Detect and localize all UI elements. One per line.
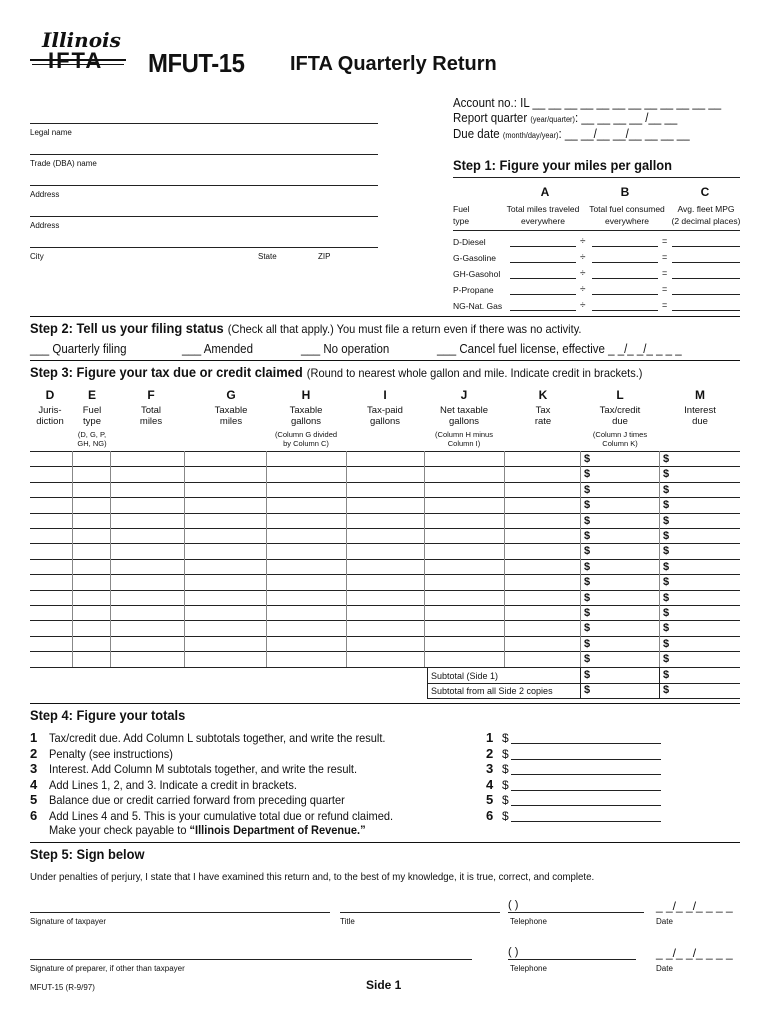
step1-col-c-header bbox=[668, 203, 744, 227]
fuel-row-gallons-input[interactable] bbox=[592, 246, 658, 247]
fuel-row-gallons-input[interactable] bbox=[592, 278, 658, 279]
step1-rule bbox=[453, 177, 740, 178]
logo-illinois-text: Illinois bbox=[42, 28, 121, 52]
step4-answer-input[interactable] bbox=[511, 759, 661, 760]
equals-symbol: = bbox=[662, 268, 668, 278]
step4-answer-input[interactable] bbox=[511, 821, 661, 822]
form-revision: MFUT-15 (R-9/97) bbox=[30, 983, 95, 992]
perjury-statement: Under penalties of perjury, I state that I have examined this return and, to the best of my knowledge, it is true, correct, and complete. bbox=[30, 871, 595, 883]
col-l-dollar[interactable]: $ bbox=[584, 653, 591, 666]
fuel-row-gallons-input[interactable] bbox=[592, 262, 658, 263]
step1-col-b-header bbox=[585, 203, 669, 227]
step1-col-b-letter: B bbox=[620, 185, 630, 199]
subtotal-side1-m-dollar[interactable]: $ bbox=[663, 669, 670, 681]
col-m-dollar[interactable]: $ bbox=[663, 483, 670, 496]
col-i-label-2: gallons bbox=[369, 416, 401, 427]
account-number-field[interactable]: __ __ __ __ __ __ __ __ __ __ __ __ bbox=[532, 96, 722, 110]
address1-input[interactable] bbox=[30, 185, 378, 186]
page-side: Side 1 bbox=[366, 978, 402, 992]
subtotal-col-l-divider bbox=[580, 668, 581, 698]
col-f-letter: F bbox=[147, 388, 155, 402]
step4-line-text: Penalty (see instructions) bbox=[49, 746, 173, 761]
col-j-note-1: (Column H minus bbox=[435, 430, 493, 439]
form-title: IFTA Quarterly Return bbox=[290, 53, 497, 75]
step4-line-number: 3 bbox=[30, 761, 38, 776]
col-h-letter: H bbox=[301, 388, 311, 402]
col-l-label-1: Tax/credit bbox=[599, 405, 641, 416]
payable-prefix: Make your check payable to bbox=[49, 823, 190, 837]
table-row[interactable] bbox=[30, 651, 740, 667]
table-row[interactable] bbox=[30, 497, 740, 513]
divide-symbol: ÷ bbox=[580, 268, 586, 279]
col-l-dollar[interactable]: $ bbox=[584, 622, 591, 635]
preparer-signature-line[interactable] bbox=[30, 959, 472, 960]
col-d-label-2: diction bbox=[36, 416, 64, 427]
fuel-row-gallons-input[interactable] bbox=[592, 310, 658, 311]
column-divider bbox=[72, 451, 73, 667]
col-l-dollar[interactable]: $ bbox=[584, 468, 591, 481]
col-l-note-1: (Column J times bbox=[592, 430, 648, 439]
preparer-date-label: Date bbox=[656, 964, 673, 973]
column-divider bbox=[110, 451, 111, 667]
taxpayer-date-label: Date bbox=[656, 917, 673, 926]
step4-answer-dollar: $ bbox=[502, 762, 509, 776]
step3-heading bbox=[30, 364, 642, 382]
col-h-note-2: by Column C) bbox=[283, 439, 329, 448]
table-row[interactable] bbox=[30, 482, 740, 498]
col-m-dollar[interactable]: $ bbox=[663, 607, 670, 619]
col-l-dollar[interactable]: $ bbox=[584, 530, 591, 542]
divide-symbol: ÷ bbox=[580, 284, 586, 295]
subtotal-side2-l-dollar[interactable]: $ bbox=[584, 684, 591, 696]
col-e-note-1: (D, G, P, bbox=[77, 430, 107, 439]
step4-line-text: Add Lines 4 and 5. This is your cumulative total due or refund claimed. bbox=[49, 808, 394, 823]
subtotal-side2-label: Subtotal from all Side 2 copies bbox=[431, 686, 553, 696]
col-h-note-1: (Column G divided bbox=[274, 430, 338, 439]
column-divider bbox=[266, 451, 267, 667]
col-k-letter: K bbox=[538, 388, 548, 402]
step1-header-rule bbox=[453, 230, 740, 231]
fuel-row-mpg-input[interactable] bbox=[672, 294, 740, 295]
col-l-dollar[interactable]: $ bbox=[584, 483, 591, 496]
account-label: Account no.: IL bbox=[453, 96, 530, 110]
step4-line-number: 2 bbox=[30, 745, 38, 761]
step2-top-rule bbox=[30, 316, 740, 317]
col-a-label-1: Total miles traveled bbox=[506, 204, 580, 214]
opt-quarterly-filing[interactable]: ___ Quarterly filing bbox=[30, 342, 127, 356]
preparer-phone-parens: ( ) bbox=[508, 946, 519, 958]
column-divider bbox=[424, 451, 425, 667]
fuel-row-mpg-input[interactable] bbox=[672, 310, 740, 311]
col-e-label-1: Fuel bbox=[82, 405, 102, 416]
step1-fuel-type-header bbox=[453, 203, 470, 227]
equals-symbol: = bbox=[662, 236, 668, 246]
fuel-row-mpg-input[interactable] bbox=[672, 246, 740, 247]
col-m-dollar[interactable]: $ bbox=[663, 530, 670, 542]
col-j-label-1: Net taxable bbox=[439, 405, 489, 416]
col-l-dollar[interactable]: $ bbox=[584, 560, 591, 573]
col-g-label-2: miles bbox=[219, 416, 243, 427]
step4-answer-number: 6 bbox=[486, 807, 494, 823]
subtotal-side1-label: Subtotal (Side 1) bbox=[431, 671, 499, 681]
step3-title: Step 3: Figure your tax due or credit claimed bbox=[30, 364, 303, 380]
col-m-dollar[interactable]: $ bbox=[663, 591, 670, 604]
col-l-label-2: due bbox=[612, 416, 628, 427]
step1-title: Step 1: Figure your miles per gallon bbox=[453, 157, 673, 173]
col-b-label-2: everywhere bbox=[605, 216, 649, 226]
taxpayer-signature-label: Signature of taxpayer bbox=[30, 917, 107, 926]
divide-symbol: ÷ bbox=[580, 300, 586, 311]
step4-answer-dollar: $ bbox=[502, 793, 509, 807]
report-quarter-field[interactable]: : __ __ __ __ /__ __ bbox=[574, 111, 678, 125]
col-k-label-1: Tax bbox=[535, 405, 551, 416]
address2-label: Address bbox=[30, 221, 60, 230]
fuel-row-miles-input[interactable] bbox=[510, 310, 576, 311]
column-divider bbox=[184, 451, 185, 667]
col-f-label-2: miles bbox=[139, 416, 163, 427]
opt-amended[interactable]: ___ Amended bbox=[182, 342, 253, 356]
col-d-letter: D bbox=[45, 388, 55, 402]
step4-title: Step 4: Figure your totals bbox=[30, 707, 186, 723]
due-date-hint: (month/day/year) bbox=[502, 131, 559, 140]
col-l-letter: L bbox=[616, 388, 624, 402]
col-h-label-2: gallons bbox=[290, 416, 322, 427]
col-m-dollar[interactable]: $ bbox=[663, 560, 670, 573]
equals-symbol: = bbox=[662, 252, 668, 262]
table-row[interactable] bbox=[30, 528, 740, 544]
step4-answer-number: 2 bbox=[486, 745, 494, 761]
col-l-dollar[interactable]: $ bbox=[584, 591, 591, 604]
table-row[interactable] bbox=[30, 636, 740, 652]
fuel-row-label: D-Diesel bbox=[453, 237, 486, 247]
step4-answer-dollar: $ bbox=[502, 808, 509, 823]
step4-answer-dollar: $ bbox=[502, 777, 509, 792]
table-row[interactable] bbox=[30, 559, 740, 575]
state-label: State bbox=[258, 252, 277, 261]
payable-line bbox=[49, 823, 366, 837]
legal-name-label: Legal name bbox=[30, 128, 72, 137]
col-m-dollar[interactable]: $ bbox=[663, 653, 670, 666]
col-l-dollar[interactable]: $ bbox=[584, 453, 591, 465]
table-row[interactable] bbox=[30, 620, 740, 636]
col-l-dollar[interactable]: $ bbox=[584, 576, 591, 589]
table-row[interactable] bbox=[30, 466, 740, 482]
step1-col-c-letter: C bbox=[700, 185, 710, 199]
col-g-letter: G bbox=[226, 388, 236, 402]
fuel-row-label: GH-Gasohol bbox=[453, 269, 501, 279]
col-l-dollar[interactable]: $ bbox=[584, 637, 591, 650]
form-number: MFUT-15 bbox=[148, 48, 245, 78]
report-quarter-hint: (year/quarter) bbox=[530, 115, 575, 124]
col-k-label-2: rate bbox=[534, 416, 552, 427]
fuel-row-mpg-input[interactable] bbox=[672, 278, 740, 279]
address2-input[interactable] bbox=[30, 216, 378, 217]
report-quarter-row bbox=[453, 111, 677, 125]
step4-answer-input[interactable] bbox=[511, 743, 661, 744]
table-row[interactable] bbox=[30, 574, 740, 590]
col-b-label-1: Total fuel consumed bbox=[589, 204, 665, 214]
step4-answer-number: 3 bbox=[486, 761, 494, 776]
table-row[interactable] bbox=[30, 451, 740, 467]
account-number-row bbox=[453, 96, 721, 110]
col-m-label-2: due bbox=[692, 416, 708, 427]
col-m-dollar[interactable]: $ bbox=[663, 499, 670, 512]
step4-answer-input[interactable] bbox=[511, 774, 661, 775]
col-i-label-1: Tax-paid bbox=[367, 405, 403, 416]
step4-line-text: Balance due or credit carried forward from preceding quarter bbox=[49, 793, 345, 807]
trade-name-input[interactable] bbox=[30, 154, 378, 155]
fuel-row-label: P-Propane bbox=[453, 285, 494, 295]
fuel-type-label-2: type bbox=[453, 216, 470, 226]
col-g-label-1: Taxable bbox=[214, 405, 248, 416]
column-divider bbox=[504, 451, 505, 667]
fuel-row-miles-input[interactable] bbox=[510, 246, 576, 247]
taxpayer-date-field[interactable]: _ _/_ _/_ _ _ _ bbox=[656, 899, 733, 913]
step4-top-rule bbox=[30, 703, 740, 704]
step4-line-text: Tax/credit due. Add Column L subtotals together, and write the result. bbox=[49, 731, 386, 745]
step4-answer-input[interactable] bbox=[511, 790, 661, 791]
step4-line-number: 6 bbox=[30, 807, 38, 823]
city-state-zip-input[interactable] bbox=[30, 247, 378, 248]
due-date-field[interactable]: : __ __/__ __/__ __ __ __ bbox=[558, 127, 690, 141]
step1-col-a-header bbox=[503, 203, 583, 227]
fuel-row-miles-input[interactable] bbox=[510, 262, 576, 263]
col-j-letter: J bbox=[460, 388, 468, 402]
subtotal-col-m-divider bbox=[659, 668, 660, 698]
opt-no-operation[interactable]: ___ No operation bbox=[301, 342, 390, 356]
fuel-row-label: G-Gasoline bbox=[453, 253, 496, 263]
step2-title: Step 2: Tell us your filing status bbox=[30, 320, 224, 336]
step4-line-text: Interest. Add Column M subtotals together, and write the result. bbox=[49, 762, 358, 776]
fuel-row-mpg-input[interactable] bbox=[672, 262, 740, 263]
table-row[interactable] bbox=[30, 543, 740, 559]
step4-answer-dollar: $ bbox=[502, 746, 509, 761]
subtotal-side2-rule bbox=[427, 698, 740, 699]
table-row[interactable] bbox=[30, 513, 740, 529]
taxpayer-signature-line[interactable] bbox=[30, 912, 330, 913]
col-f-label-1: Total bbox=[140, 405, 162, 416]
fuel-row-label: NG-Nat. Gas bbox=[453, 301, 503, 311]
step4-line-number: 1 bbox=[30, 730, 38, 745]
col-j-note-2: Column I) bbox=[447, 439, 481, 448]
col-m-dollar[interactable]: $ bbox=[663, 622, 670, 635]
col-l-dollar[interactable]: $ bbox=[584, 545, 591, 558]
step1-col-a-letter: A bbox=[540, 185, 550, 199]
equals-symbol: = bbox=[662, 284, 668, 294]
city-label: City bbox=[30, 252, 44, 261]
col-m-dollar[interactable]: $ bbox=[663, 637, 670, 650]
col-m-dollar[interactable]: $ bbox=[663, 468, 670, 481]
step4-answer-number: 4 bbox=[486, 776, 494, 792]
due-date-row bbox=[453, 127, 690, 141]
preparer-date-field[interactable]: _ _/_ _/_ _ _ _ bbox=[656, 946, 733, 960]
step5-title: Step 5: Sign below bbox=[30, 846, 145, 862]
preparer-signature-label: Signature of preparer, if other than taxpayer bbox=[30, 964, 185, 973]
report-quarter-label: Report quarter bbox=[453, 111, 528, 125]
col-m-letter: M bbox=[695, 388, 705, 402]
step4-line-number: 4 bbox=[30, 776, 38, 792]
fuel-row-miles-input[interactable] bbox=[510, 278, 576, 279]
table-row[interactable] bbox=[30, 590, 740, 606]
col-c-label-2: (2 decimal places) bbox=[671, 216, 741, 226]
col-m-dollar[interactable]: $ bbox=[663, 545, 670, 558]
title-line[interactable] bbox=[340, 912, 500, 913]
divide-symbol: ÷ bbox=[580, 236, 586, 247]
zip-label: ZIP bbox=[318, 252, 331, 261]
col-e-note-2: GH, NG) bbox=[77, 439, 107, 448]
trade-name-label: Trade (DBA) name bbox=[30, 159, 97, 168]
col-l-note-2: Column K) bbox=[602, 439, 638, 448]
step2-instruction: (Check all that apply.) You must file a return even if there was no activity. bbox=[227, 322, 582, 336]
opt-cancel-license[interactable]: ___ Cancel fuel license, effective _ _/_ _/_ _ _ _ bbox=[437, 342, 682, 356]
logo-ifta-text: IFTA bbox=[48, 48, 104, 73]
fuel-row-miles-input[interactable] bbox=[510, 294, 576, 295]
equals-symbol: = bbox=[662, 300, 668, 310]
step4-line-number: 5 bbox=[30, 792, 38, 807]
col-m-dollar[interactable]: $ bbox=[663, 453, 670, 465]
payable-name: “Illinois Department of Revenue.” bbox=[189, 823, 366, 837]
col-l-dollar[interactable]: $ bbox=[584, 499, 591, 512]
col-e-letter: E bbox=[87, 388, 96, 402]
logo-rule-2 bbox=[32, 64, 124, 65]
subtotal-side1-l-dollar[interactable]: $ bbox=[584, 669, 591, 681]
col-h-label-1: Taxable bbox=[289, 405, 323, 416]
column-divider bbox=[346, 451, 347, 667]
logo-rule bbox=[30, 59, 126, 61]
column-divider bbox=[659, 451, 660, 667]
col-j-label-2: gallons bbox=[448, 416, 480, 427]
illinois-ifta-logo bbox=[30, 28, 130, 72]
col-m-dollar[interactable]: $ bbox=[663, 514, 670, 527]
step4-answer-dollar: $ bbox=[502, 731, 509, 745]
step4-answer-number: 5 bbox=[486, 792, 494, 807]
col-l-dollar[interactable]: $ bbox=[584, 514, 591, 527]
taxpayer-telephone-line[interactable] bbox=[508, 912, 644, 913]
taxpayer-phone-parens: ( ) bbox=[508, 899, 519, 911]
title-label: Title bbox=[340, 917, 355, 926]
fuel-row-gallons-input[interactable] bbox=[592, 294, 658, 295]
legal-name-input[interactable] bbox=[30, 123, 378, 124]
step5-top-rule bbox=[30, 842, 740, 843]
preparer-telephone-line[interactable] bbox=[508, 959, 636, 960]
column-divider bbox=[580, 451, 581, 667]
col-a-label-2: everywhere bbox=[521, 216, 565, 226]
col-m-label-1: Interest bbox=[684, 405, 716, 416]
step4-line-text: Add Lines 1, 2, and 3. Indicate a credit in brackets. bbox=[49, 777, 297, 792]
address1-label: Address bbox=[30, 190, 60, 199]
step4-answer-number: 1 bbox=[486, 730, 494, 745]
step3-instruction: (Round to nearest whole gallon and mile. Indicate credit in brackets.) bbox=[306, 366, 643, 380]
col-d-label-1: Juris- bbox=[38, 405, 62, 416]
preparer-telephone-label: Telephone bbox=[510, 964, 547, 973]
taxpayer-telephone-label: Telephone bbox=[510, 917, 547, 926]
step4-answer-input[interactable] bbox=[511, 805, 661, 806]
col-e-label-2: type bbox=[83, 416, 101, 427]
col-m-dollar[interactable]: $ bbox=[663, 576, 670, 589]
step2-heading bbox=[30, 320, 581, 338]
divide-symbol: ÷ bbox=[580, 252, 586, 263]
table-row[interactable] bbox=[30, 605, 740, 621]
col-c-label-1: Avg. fleet MPG bbox=[677, 204, 735, 214]
fuel-type-label-1: Fuel bbox=[453, 204, 470, 214]
col-l-dollar[interactable]: $ bbox=[584, 607, 591, 619]
col-i-letter: I bbox=[383, 388, 387, 402]
due-date-label: Due date bbox=[453, 127, 500, 141]
step3-top-rule bbox=[30, 360, 740, 361]
subtotal-side2-m-dollar[interactable]: $ bbox=[663, 684, 670, 696]
